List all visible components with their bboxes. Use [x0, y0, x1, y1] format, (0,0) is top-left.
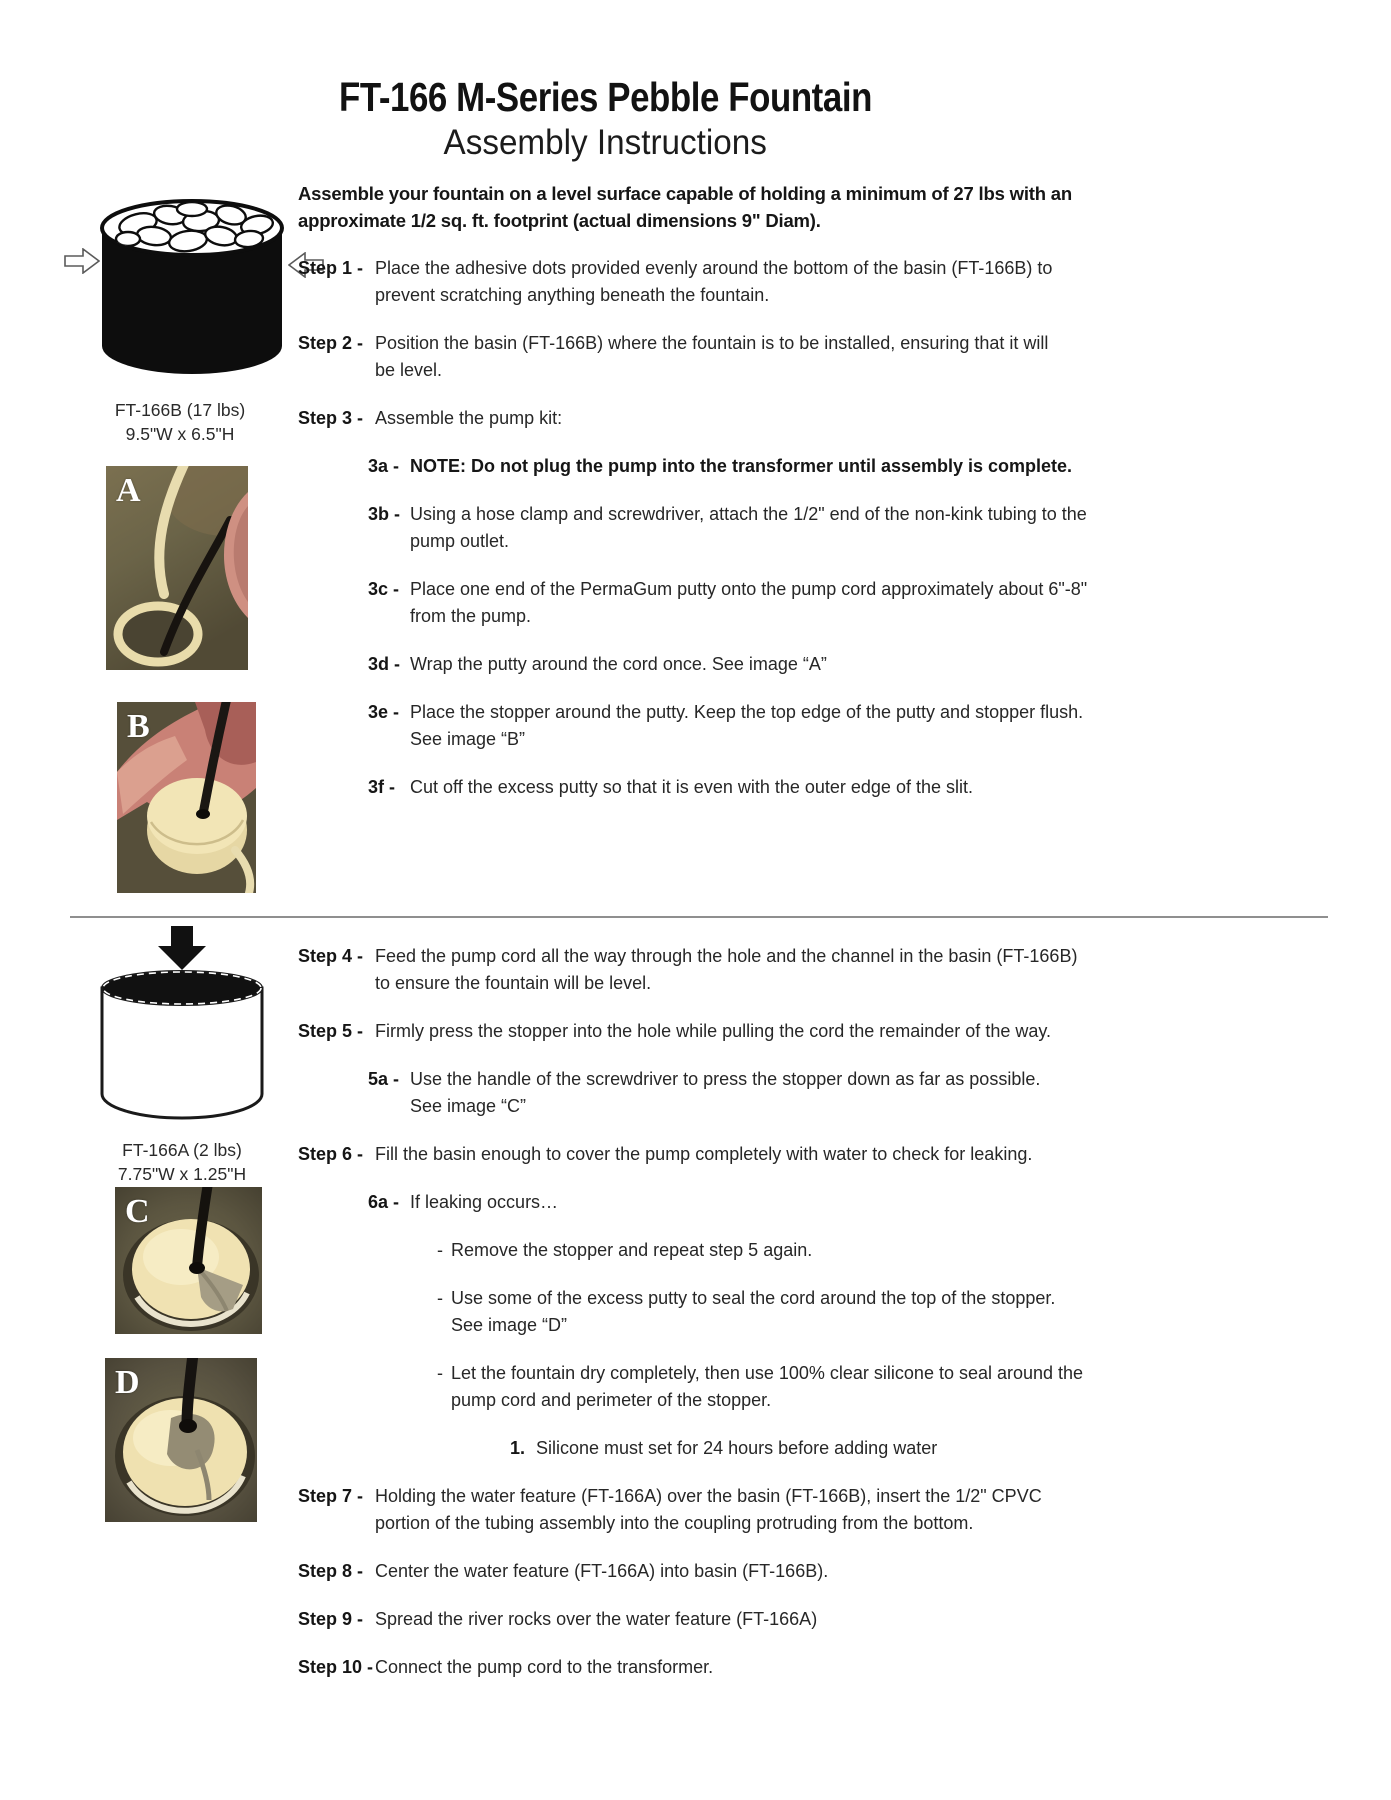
- section-divider: [70, 916, 1328, 918]
- feature-caption-line2: 7.75"W x 1.25"H: [117, 1164, 247, 1184]
- step-1: [298, 255, 1383, 309]
- arrow-right-icon: [64, 248, 100, 279]
- step-8-text: Center the water feature (FT-166A) into basin (FT-166B).: [375, 1561, 829, 1581]
- step-7-text: portion of the tubing assembly into the coupling protruding from the bottom.: [375, 1513, 974, 1533]
- leak-bullet-1-text: Remove the stopper and repeat step 5 again.: [451, 1240, 813, 1260]
- step-5a-text: Use the handle of the screwdriver to press the stopper down as far as possible.: [410, 1069, 1041, 1089]
- basin-illustration: [100, 198, 285, 393]
- leak-bullet-3: [437, 1360, 1383, 1414]
- step-3e-text: Place the stopper around the putty. Keep the top edge of the putty and stopper flush.: [410, 702, 1084, 722]
- basin-caption-line1: FT-166B (17 lbs): [114, 400, 246, 420]
- step-6: [298, 1141, 1383, 1168]
- step-3b-text: pump outlet.: [410, 531, 510, 551]
- step-3b-label: 3b -: [368, 504, 401, 524]
- step-7-text: Holding the water feature (FT-166A) over the basin (FT-166B), insert the 1/2" CPVC: [375, 1486, 1042, 1506]
- step-2-text: be level.: [375, 360, 443, 380]
- step-1-text: Place the adhesive dots provided evenly around the bottom of the basin (FT-166B) to: [375, 258, 1053, 278]
- step-3c-text: from the pump.: [410, 606, 532, 626]
- step-4-text: to ensure the fountain will be level.: [375, 973, 652, 993]
- step-7: [298, 1483, 1383, 1537]
- step-3b-text: Using a hose clamp and screwdriver, attach the 1/2" end of the non-kink tubing to the: [410, 504, 1087, 524]
- bullet-dash: -: [437, 1240, 443, 1260]
- step-5a-label: 5a -: [368, 1069, 400, 1089]
- page-subtitle: Assembly Instructions: [443, 123, 767, 162]
- photo-b: [117, 702, 256, 893]
- photo-c-label: C: [125, 1193, 150, 1230]
- leak-bullet-1: [437, 1237, 1383, 1264]
- step-2-label: Step 2 -: [298, 333, 364, 353]
- water-feature-illustration: [100, 926, 265, 1137]
- page-title: FT-166 M-Series Pebble Fountain: [338, 74, 872, 120]
- feature-caption-line1: FT-166A (2 lbs): [122, 1140, 242, 1160]
- step-1-label: Step 1 -: [298, 258, 364, 278]
- step-4: [298, 943, 1383, 997]
- step-3d: [368, 651, 1383, 678]
- photo-d-label: D: [115, 1364, 140, 1401]
- step-3c-label: 3c -: [368, 579, 400, 599]
- step-3c-text: Place one end of the PermaGum putty onto the pump cord approximately about 6"-8": [410, 579, 1088, 599]
- step-10-label: Step 10 -: [298, 1657, 374, 1677]
- intro-line: approximate 1/2 sq. ft. footprint (actual dimensions 9" Diam).: [298, 210, 821, 231]
- basin-caption: [90, 398, 270, 446]
- step-3: [298, 405, 1383, 432]
- step-3a-label: 3a -: [368, 456, 400, 476]
- step-3-label: Step 3 -: [298, 408, 364, 428]
- photo-d: [105, 1358, 257, 1522]
- photo-a-label: A: [116, 472, 141, 509]
- step-9: [298, 1606, 1383, 1633]
- step-5a: [368, 1066, 1383, 1120]
- step-3f-label: 3f -: [368, 777, 395, 797]
- step-6a-label: 6a -: [368, 1192, 400, 1212]
- step-3e-label: 3e -: [368, 702, 400, 722]
- leak-bullet-2-text: Use some of the excess putty to seal the cord around the top of the stopper.: [451, 1288, 1056, 1308]
- header: [0, 74, 1210, 163]
- step-2-text: Position the basin (FT-166B) where the fountain is to be installed, ensuring that it will: [375, 333, 1049, 353]
- leak-bullet-3-text: Let the fountain dry completely, then use 100% clear silicone to seal around the: [451, 1363, 1084, 1383]
- step-5-text: Firmly press the stopper into the hole while pulling the cord the remainder of the way.: [375, 1021, 1052, 1041]
- step-3f-text: Cut off the excess putty so that it is even with the outer edge of the slit.: [410, 777, 973, 797]
- instructions-section-1: [298, 180, 1383, 822]
- step-8-label: Step 8 -: [298, 1561, 364, 1581]
- step-10-text: Connect the pump cord to the transformer.: [375, 1657, 714, 1677]
- step-5-label: Step 5 -: [298, 1021, 364, 1041]
- step-3c: [368, 576, 1383, 630]
- leak-bullet-3-text: pump cord and perimeter of the stopper.: [451, 1390, 772, 1410]
- step-6-text: Fill the basin enough to cover the pump completely with water to check for leaking.: [375, 1144, 1033, 1164]
- step-3f: [368, 774, 1383, 801]
- step-8: [298, 1558, 1383, 1585]
- step-3e: [368, 699, 1383, 753]
- step-9-label: Step 9 -: [298, 1609, 364, 1629]
- step-4-label: Step 4 -: [298, 946, 364, 966]
- step-5a-text: See image “C”: [410, 1096, 527, 1116]
- step-3a: [368, 453, 1383, 480]
- leak-bullet-2: [437, 1285, 1383, 1339]
- step-10: [298, 1654, 1383, 1681]
- intro-paragraph: [298, 180, 1383, 234]
- instructions-section-2: [298, 943, 1383, 1702]
- photo-b-label: B: [127, 708, 150, 745]
- step-5: [298, 1018, 1383, 1045]
- leak-bullet-2-text: See image “D”: [451, 1315, 568, 1335]
- silicone-note-number: 1.: [510, 1438, 526, 1458]
- step-3a-text: NOTE: Do not plug the pump into the transformer until assembly is complete.: [410, 456, 1073, 476]
- step-6-label: Step 6 -: [298, 1144, 364, 1164]
- step-2: [298, 330, 1383, 384]
- silicone-note: [510, 1435, 1383, 1462]
- basin-caption-line2: 9.5"W x 6.5"H: [125, 424, 235, 444]
- silicone-note-text: Silicone must set for 24 hours before adding water: [536, 1438, 938, 1458]
- step-7-label: Step 7 -: [298, 1486, 364, 1506]
- feature-caption: [92, 1138, 272, 1186]
- step-9-text: Spread the river rocks over the water feature (FT-166A): [375, 1609, 818, 1629]
- step-6a: [368, 1189, 1383, 1216]
- step-3b: [368, 501, 1383, 555]
- step-3d-label: 3d -: [368, 654, 401, 674]
- step-4-text: Feed the pump cord all the way through the hole and the channel in the basin (FT-166B): [375, 946, 1078, 966]
- bullet-dash: -: [437, 1288, 443, 1308]
- intro-line: Assemble your fountain on a level surface capable of holding a minimum of 27 lbs with an: [298, 183, 1072, 204]
- bullet-dash: -: [437, 1363, 443, 1383]
- step-3e-text: See image “B”: [410, 729, 526, 749]
- photo-c: [115, 1187, 262, 1334]
- step-3d-text: Wrap the putty around the cord once. See image “A”: [410, 654, 827, 674]
- step-3-text: Assemble the pump kit:: [375, 408, 563, 428]
- step-1-text: prevent scratching anything beneath the fountain.: [375, 285, 770, 305]
- photo-a: [106, 466, 248, 670]
- step-6a-text: If leaking occurs…: [410, 1192, 559, 1212]
